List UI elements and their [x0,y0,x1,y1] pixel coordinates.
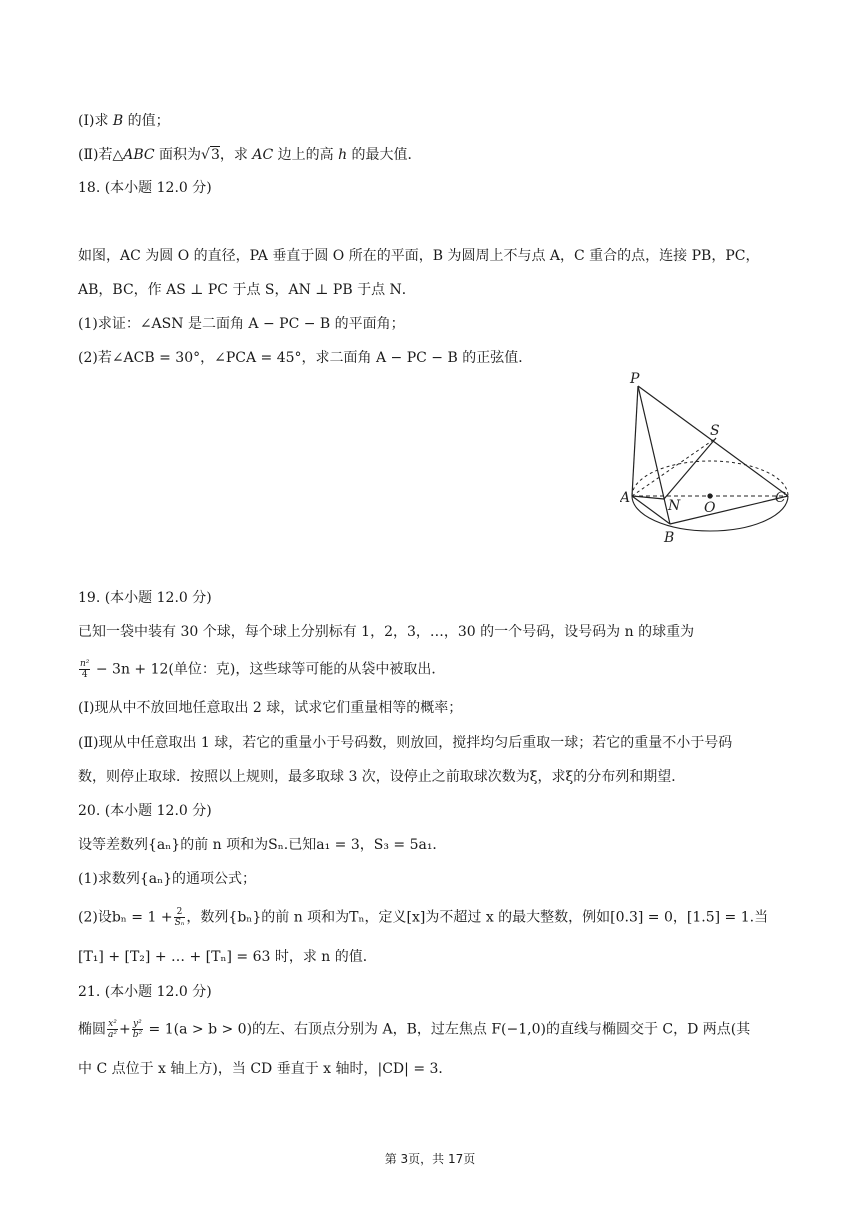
q17-part2: (Ⅱ)若△ABC 面积为√3，求 AC 边上的高 h 的最大值． [78,147,422,163]
page-footer: 第 3页，共 17页 [384,1152,476,1166]
q19-line1: 已知一袋中装有 30 个球，每个球上分别标有 1，2，3，…，30 的一个号码，设号码为 n 的球重为 [78,624,695,640]
geometry-figure [620,372,796,548]
label-p: P [630,372,640,387]
q19-header: 19. (本小题 12.0 分) [78,590,212,606]
label-c: C [775,490,786,506]
q21-header: 21. (本小题 12.0 分) [78,984,212,1000]
q19-line5: 数，则停止取球．按照以上规则，最多取球 3 次，设停止之前取球次数为ξ，求ξ的分布列和期望． [78,769,686,785]
q18-line2: AB，BC，作 AS ⊥ PC 于点 S，AN ⊥ PB 于点 N． [78,282,416,298]
segment-pa [632,386,638,496]
q20-line2: (1)求数列{aₙ}的通项公式； [78,871,257,887]
center-point [707,493,712,498]
q20-line4: [T₁] + [T₂] + … + [Tₙ] = 63 时，求 n 的值． [78,949,377,965]
weight-fraction: $\frac{\text{n²}}{4}$ [80,659,90,680]
label-a: A [620,490,631,506]
x-fraction: $\frac{\text{x²}}{\text{a²}}$ [108,1019,117,1040]
b-fraction: $\frac{2}{\text{Sₙ}}$ [174,907,185,928]
q20-header: 20. (本小题 12.0 分) [78,803,212,819]
q17-part1: (Ⅰ)求 B 的值； [78,113,170,129]
q18-line1: 如图，AC 为圆 O 的直径，PA 垂直于圆 O 所在的平面，B 为圆周上不与点 A，C 重合的点，连接 PB，PC， [78,248,760,264]
label-b: B [664,530,675,546]
label-o: O [704,500,716,516]
q18-line4: (2)若∠ACB = 30°，∠PCA = 45°，求二面角 A − PC − B 的正弦值． [78,350,533,366]
label-s: S [710,423,720,439]
y-fraction: $\frac{\text{y²}}{\text{b²}}$ [132,1019,143,1040]
q21-line2: 中 C 点位于 x 轴上方)，当 CD 垂直于 x 轴时，|CD| = 3． [78,1061,453,1077]
q19-line4: (Ⅱ)现从中任意取出 1 球，若它的重量小于号码数，则放回，搅拌均匀后重取一球；若它的重量不小于号码 [78,735,733,751]
label-n: N [668,498,681,514]
q19-line2: $\frac{\text{n²}}{4}$ − 3n + 12(单位：克)，这些球等可能的从袋中被取出． [80,659,446,680]
q20-line1: 设等差数列{aₙ}的前 n 项和为Sₙ.已知a₁ = 3，S₃ = 5a₁． [78,837,447,853]
q20-line3: (2)设bₙ = 1 + $\frac{2}{\text{Sₙ}}$ ，数列{bₙ}的前 n 项和为Tₙ，定义[x]为不超过 x 的最大整数，例如[0.3] = 0，[1.5] = 1.当 [78,907,769,928]
q21-line1: 椭圆 $\frac{\text{x²}}{\text{a²}}$ + $\frac{\text{y²}}{\text{b²}}$ = 1(a > b > 0)的左、右顶点分别为 A，B，过左焦点 F(−1,0)的直线与椭圆交于 C，D 两点(其 [78,1019,751,1040]
q18-header: 18. (本小题 12.0 分) [78,180,212,196]
q18-line3: (1)求证：∠ASN 是二面角 A − PC − B 的平面角； [78,316,405,332]
segment-bc [670,496,788,524]
q19-line3: (Ⅰ)现从中不放回地任意取出 2 球，试求它们重量相等的概率； [78,700,463,716]
